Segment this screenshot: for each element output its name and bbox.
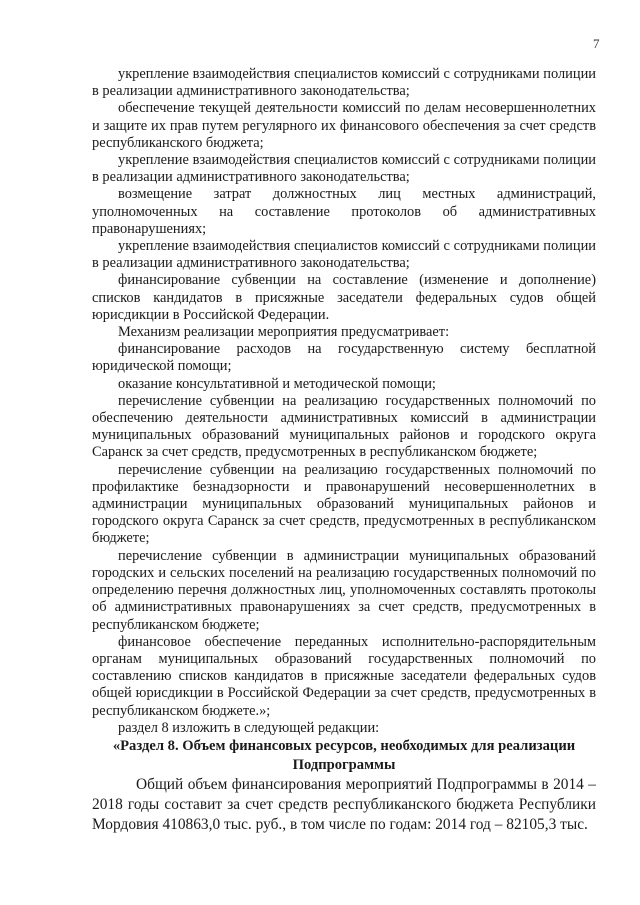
paragraph: укрепление взаимодействия специалистов комиссий с сотрудниками полиции в реализации административного законодательства; [92, 238, 596, 272]
paragraph: Общий объем финансирования мероприятий Подпрограммы в 2014 – 2018 годы составит за счет средств республиканского бюджета Республики Мордовия 410863,0 тыс. руб., в том числе по годам: 2014 год – 82105,3 тыс. [92, 775, 596, 833]
paragraph: возмещение затрат должностных лиц местных администраций, уполномоченных на составление протоколов об административных правонарушениях; [92, 186, 596, 237]
section-heading-line-1: «Раздел 8. Объем финансовых ресурсов, необходимых для реализации [112, 737, 576, 754]
paragraph: укрепление взаимодействия специалистов комиссий с сотрудниками полиции в реализации административного законодательства; [92, 152, 596, 186]
paragraph: перечисление субвенции на реализацию государственных полномочий по обеспечению деятельности административных комиссий в администрации муниципальных образований муниципальных районов и городского округа Саранск за счет средств, предусмотренных в республиканском бюджете; [92, 392, 596, 461]
paragraph: перечисление субвенции в администрации муниципальных образований городских и сельских поселений на реализацию государственных полномочий по определению перечня должностных лиц, уполномоченных составлять протоколы об административных правонарушениях за счет средств, предусмотренных в республиканском бюджете; [92, 547, 596, 633]
section-heading-line-2: Подпрограммы [292, 756, 396, 773]
paragraph: раздел 8 изложить в следующей редакции: [118, 719, 380, 736]
paragraph: финансовое обеспечение переданных исполнительно-распорядительным органам муниципальных образований государственных полномочий по составлению списков кандидатов в присяжные заседатели федеральных судов общей юрисдикции в Российской Федерации за счет средств, предусмотренных в республиканском бюджете.»; [92, 633, 596, 719]
final-paragraph-block [92, 775, 596, 835]
document-body [92, 66, 596, 835]
page-number: 7 [593, 36, 600, 51]
paragraph: перечисление субвенции на реализацию государственных полномочий по профилактике безнадзорности и правонарушений несовершеннолетних в администрации муниципальных образований муниципальных районов и городского округа Саранск за счет средств, предусмотренных в республиканском бюджете; [92, 461, 596, 547]
paragraph: укрепление взаимодействия специалистов комиссий с сотрудниками полиции в реализации административного законодательства; [92, 66, 596, 100]
paragraph: финансирование расходов на государственную систему бесплатной юридической помощи; [92, 341, 596, 375]
paragraph: обеспечение текущей деятельности комиссий по делам несовершеннолетних и защите их прав путем регулярного их финансового обеспечения за счет средств республиканского бюджета; [92, 100, 596, 151]
paragraph: финансирование субвенции на составление (изменение и дополнение) списков кандидатов в присяжные заседатели федеральных судов общей юрисдикции в Российской Федерации. [92, 272, 596, 323]
paragraph: Механизм реализации мероприятия предусматривает: [118, 324, 450, 341]
section-heading [92, 737, 596, 775]
paragraph: оказание консультативной и методической помощи; [118, 375, 436, 392]
